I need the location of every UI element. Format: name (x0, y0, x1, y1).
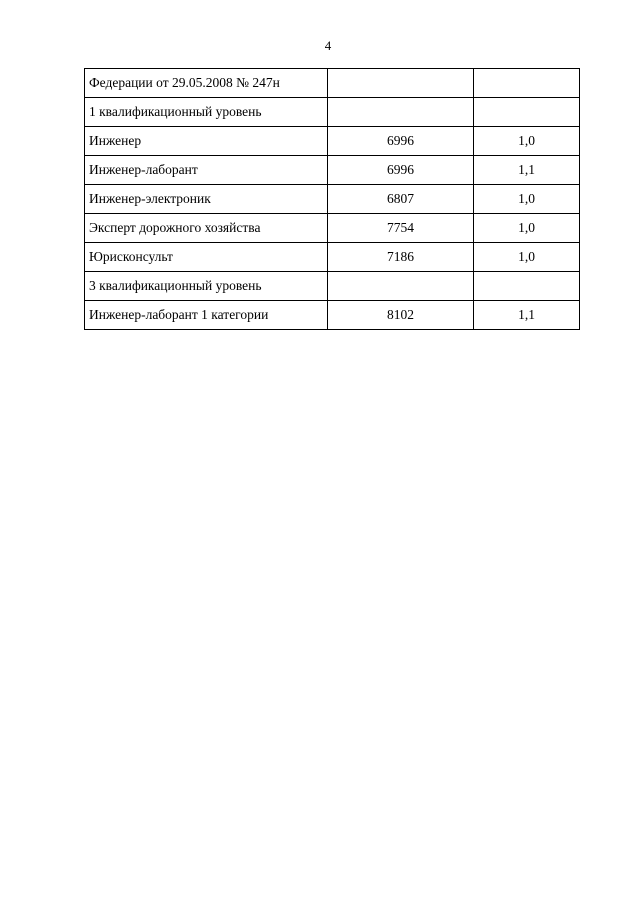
table-row (85, 127, 580, 156)
salary-cell: 6807 (328, 185, 474, 214)
coefficient-cell: 1,0 (474, 185, 580, 214)
table-row (85, 98, 580, 127)
salary-cell: 7754 (328, 214, 474, 243)
coefficient-cell: 1,1 (474, 156, 580, 185)
table-row (85, 243, 580, 272)
coefficient-cell (474, 69, 580, 98)
salary-cell (328, 69, 474, 98)
coefficient-cell: 1,0 (474, 214, 580, 243)
table-row (85, 272, 580, 301)
coefficient-cell: 1,0 (474, 243, 580, 272)
salary-table (84, 68, 580, 330)
table-row (85, 156, 580, 185)
coefficient-cell: 1,1 (474, 301, 580, 330)
salary-cell (328, 98, 474, 127)
salary-cell: 6996 (328, 127, 474, 156)
table-row (85, 301, 580, 330)
table-row (85, 214, 580, 243)
salary-cell: 8102 (328, 301, 474, 330)
salary-cell (328, 272, 474, 301)
position-cell: Юрисконсульт (85, 243, 328, 272)
salary-cell: 7186 (328, 243, 474, 272)
page-number: 4 (324, 38, 332, 53)
table-row (85, 69, 580, 98)
salary-cell: 6996 (328, 156, 474, 185)
coefficient-cell (474, 98, 580, 127)
qualification-level-cell: 3 квалификационный уровень (85, 272, 328, 301)
table-row (85, 185, 580, 214)
position-cell: Инженер (85, 127, 328, 156)
position-cell: Инженер-лаборант (85, 156, 328, 185)
position-cell: Эксперт дорожного хозяйства (85, 214, 328, 243)
position-cell: Федерации от 29.05.2008 № 247н (85, 69, 328, 98)
position-cell: Инженер-электроник (85, 185, 328, 214)
coefficient-cell: 1,0 (474, 127, 580, 156)
position-cell: Инженер-лаборант 1 категории (85, 301, 328, 330)
qualification-level-cell: 1 квалификационный уровень (85, 98, 328, 127)
coefficient-cell (474, 272, 580, 301)
